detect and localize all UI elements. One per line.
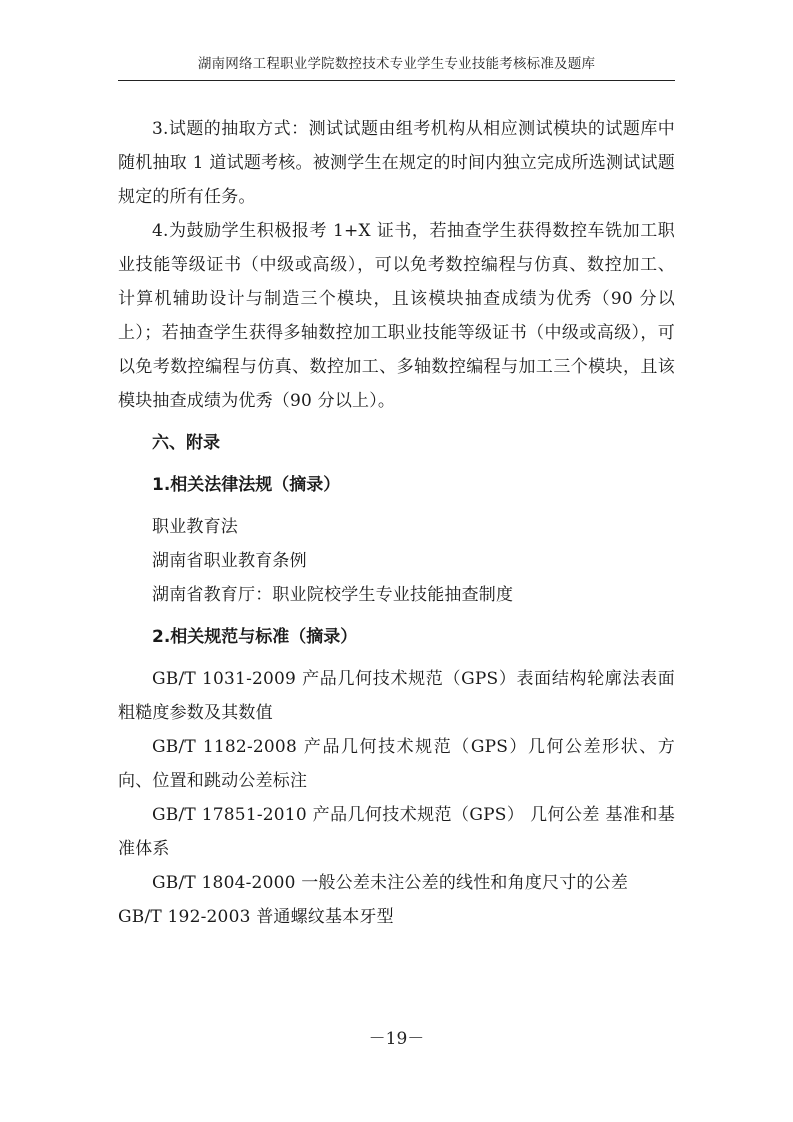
standard-item: GB/T 1804-2000 一般公差未注公差的线性和角度尺寸的公差	[152, 873, 629, 893]
appendix-title: 六、附录	[152, 433, 220, 453]
laws-heading: 1.相关法律法规（摘录）	[152, 475, 341, 495]
standard-item: GB/T 1182-2008 产品几何技术规范（GPS）几何公差形状、方向、位置和跳动公差标注	[118, 737, 675, 791]
page-header-title: 湖南网络工程职业学院数控技术专业学生专业技能考核标准及题库	[197, 56, 596, 72]
law-item: 湖南省教育厅：职业院校学生专业技能抽查制度	[152, 585, 514, 605]
page-number: －19－	[368, 1029, 425, 1049]
page-body	[118, 112, 675, 934]
standard-item: GB/T 17851-2010 产品几何技术规范（GPS） 几何公差 基准和基准体系	[118, 805, 675, 859]
standard-item: GB/T 1031-2009 产品几何技术规范（GPS）表面结构轮廓法表面粗糙度参数及其数值	[118, 669, 675, 723]
paragraph-item-4: 4.为鼓励学生积极报考 1+X 证书，若抽查学生获得数控车铣加工职业技能等级证书（中级或高级），可以免考数控编程与仿真、数控加工、计算机辅助设计与制造三个模块，且该模块抽查成绩为优秀（90 分以上）；若抽查学生获得多轴数控加工职业技能等级证书（中级或高级），可以免考数控编程与仿真、数控加工、多轴数控编程与加工三个模块，且该模块抽查成绩为优秀（90 分以上）。	[118, 221, 675, 411]
standards-heading: 2.相关规范与标准（摘录）	[152, 627, 358, 647]
standard-item: GB/T 192-2003 普通螺纹基本牙型	[118, 907, 394, 927]
law-item: 职业教育法	[152, 517, 238, 537]
header-divider	[118, 80, 675, 81]
paragraph-item-3: 3.试题的抽取方式：测试试题由组考机构从相应测试模块的试题库中随机抽取 1 道试题考核。被测学生在规定的时间内独立完成所选测试试题规定的所有任务。	[118, 119, 675, 207]
law-item: 湖南省职业教育条例	[152, 551, 307, 571]
